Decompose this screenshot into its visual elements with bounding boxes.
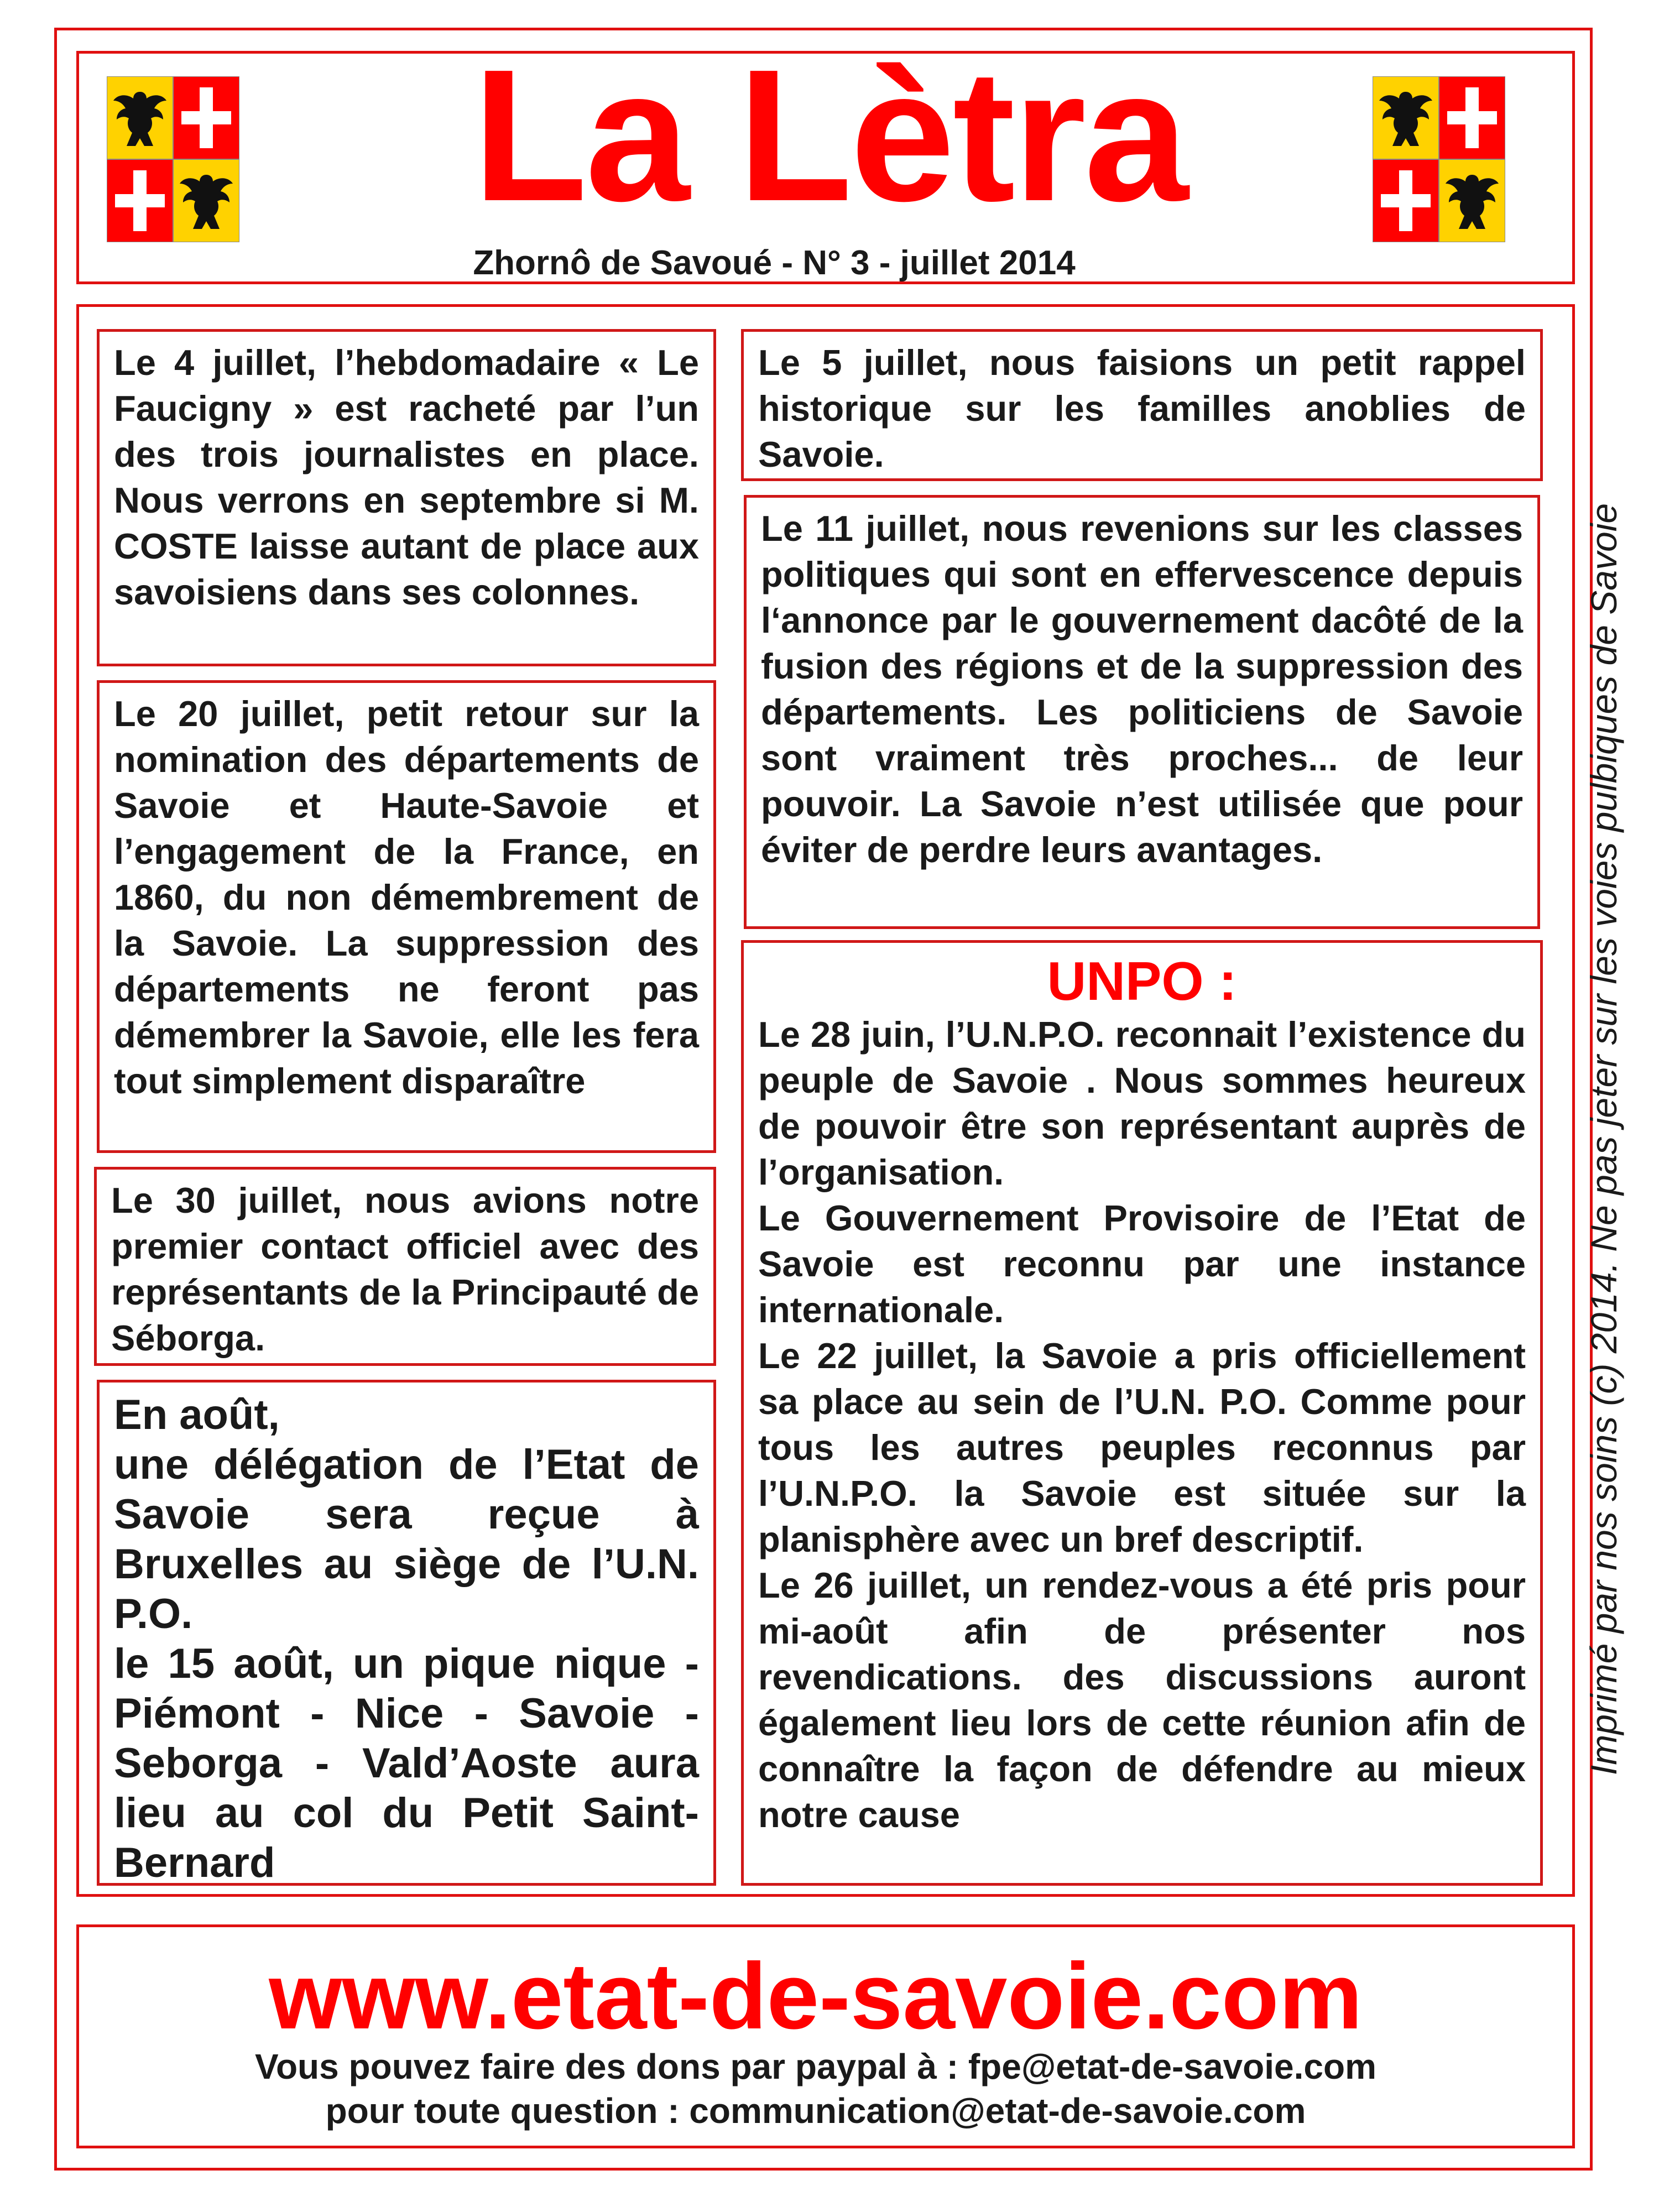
article-20-juillet (97, 680, 716, 1153)
article-text: Le 28 juin, l’U.N.P.O. reconnait l’existence du peuple de Savoie . Nous sommes heureux de pouvoir être son représentant auprès de l’organisation. (758, 1014, 1526, 1192)
article-text: Le 4 juillet, l’hebdomadaire « Le Faucigny » est racheté par l’un des trois journalistes en place. Nous verrons en septembre si M. COSTE laisse autant de place aux savoisiens dans ses colonnes. (114, 342, 699, 612)
article-11-juillet (744, 495, 1540, 929)
newspaper-title: La Lètra (472, 30, 1187, 241)
article-text: une délégation de l’Etat de Savoie sera reçue à Bruxelles au siège de l’U.N. P.O. (114, 1441, 699, 1637)
article-text: le 15 août, un pique nique - Piémont - Nice - Savoie - Seborga - Vald’Aoste aura lieu au col du Petit Saint-Bernard (114, 1640, 699, 1886)
print-notice: Imprimé par nos soins (c) 2014. Ne pas jeter sur les voies pulbiques de Savoie (1583, 503, 1624, 1776)
article-aout (97, 1380, 716, 1886)
article-4-juillet (97, 329, 716, 666)
article-text: Le 26 juillet, un rendez-vous a été pris pour mi-août afin de présenter nos revendications. des discussions auront également lieu lors de cette réunion afin de connaître la façon de défendre au mieux notre cause (758, 1565, 1526, 1835)
article-text: Le 5 juillet, nous faisions un petit rappel historique sur les familles anoblies de Savoie. (758, 342, 1526, 474)
newspaper-subtitle: Zhornô de Savoué - N° 3 - juillet 2014 (473, 244, 1076, 282)
article-text: Le 11 juillet, nous revenions sur les classes politiques qui sont en effervescence depuis l‘annonce par le gouvernement dacôté de la fusion des régions et de la suppression des départements. Les politiciens de Savoie sont vraiment très proches... de leur pouvoir. La Savoie n’est utilisée que pour éviter de perdre leurs avantages. (761, 508, 1523, 870)
savoy-coat-of-arms-icon-left (107, 76, 239, 242)
savoy-coat-of-arms-icon-right (1373, 76, 1505, 242)
unpo-title: UNPO : (1047, 951, 1237, 1011)
coat-of-arms-svg (1373, 76, 1505, 242)
article-text: Le 20 juillet, petit retour sur la nomination des départements de Savoie et Haute-Savoie et l’engagement de la France, en 1860, du non démembrement de la Savoie. La suppression des départements ne feront pas démembrer la Savoie, elle les fera tout simplement disparaître (114, 693, 699, 1101)
article-30-juillet (94, 1167, 716, 1366)
article-unpo (741, 940, 1543, 1886)
article-5-juillet (741, 329, 1543, 481)
donation-line: Vous pouvez faire des dons par paypal à : fpe@etat-de-savoie.com (255, 2047, 1376, 2086)
aout-heading: En août, (114, 1391, 280, 1438)
article-text: Le Gouvernement Provisoire de l’Etat de Savoie est reconnu par une instance internationale. (758, 1198, 1526, 1330)
article-text: Le 30 juillet, nous avions notre premier contact officiel avec des représentants de la Principauté de Séborga. (111, 1180, 699, 1358)
article-text: Le 22 juillet, la Savoie a pris officiellement sa place au sein de l’U.N. P.O. Comme pour tous les autres peuples reconnus par l’U.N.P.O. la Savoie est située sur la planisphère avec un bref descriptif. (758, 1335, 1526, 1559)
coat-of-arms-svg (107, 76, 239, 242)
contact-line: pour toute question : communication@etat-de-savoie.com (325, 2091, 1306, 2131)
website-link[interactable]: www.etat-de-savoie.com (269, 1944, 1363, 2049)
